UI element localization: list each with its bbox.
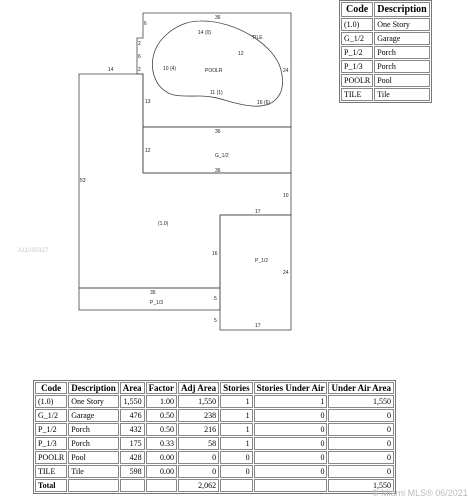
legend-code: POOLR bbox=[341, 74, 373, 87]
areas-area: 428 bbox=[120, 451, 145, 464]
legend-header-description: Description bbox=[374, 2, 429, 17]
dim-porch-right: 24 bbox=[283, 270, 289, 276]
areas-code: TILE bbox=[35, 465, 67, 478]
legend-description: Garage bbox=[374, 32, 429, 45]
areas-code: P_1/3 bbox=[35, 437, 67, 450]
areas-stories-under-air: 0 bbox=[254, 409, 328, 422]
legend-code: TILE bbox=[341, 88, 373, 101]
legend-header-code: Code bbox=[341, 2, 373, 17]
areas-stories: 0 bbox=[220, 465, 253, 478]
areas-row bbox=[35, 437, 394, 450]
areas-stories: 0 bbox=[220, 451, 253, 464]
dim-garage-left: 12 bbox=[145, 148, 151, 154]
areas-header-under-air-area: Under Air Area bbox=[328, 382, 394, 394]
areas-under-air-area: 0 bbox=[328, 451, 394, 464]
areas-under-air-area: 0 bbox=[328, 465, 394, 478]
areas-code: POOLR bbox=[35, 451, 67, 464]
areas-header-code: Code bbox=[35, 382, 67, 394]
areas-stories-under-air: 0 bbox=[254, 423, 328, 436]
dim-main-left: 53 bbox=[80, 178, 86, 184]
areas-total-factor bbox=[146, 479, 177, 492]
dim-garage-top: 36 bbox=[215, 129, 221, 135]
areas-row bbox=[35, 451, 394, 464]
areas-area: 1,550 bbox=[120, 395, 145, 408]
legend-description: Porch bbox=[374, 46, 429, 59]
areas-stories: 1 bbox=[220, 395, 253, 408]
areas-factor: 0.00 bbox=[146, 465, 177, 478]
areas-header-adj-area: Adj Area bbox=[178, 382, 219, 394]
areas-factor: 1.00 bbox=[146, 395, 177, 408]
areas-area: 476 bbox=[120, 409, 145, 422]
areas-header-factor: Factor bbox=[146, 382, 177, 394]
areas-total-description bbox=[68, 479, 119, 492]
legend-description: Porch bbox=[374, 60, 429, 73]
dim-left-a: 2 bbox=[138, 41, 141, 47]
areas-description: Garage bbox=[68, 409, 119, 422]
areas-total-stories bbox=[220, 479, 253, 492]
areas-header-stories: Stories bbox=[220, 382, 253, 394]
legend-description: Tile bbox=[374, 88, 429, 101]
code-legend-table bbox=[339, 0, 432, 103]
legend-row bbox=[341, 32, 430, 45]
areas-total-under-air-area: 1,550 bbox=[328, 479, 394, 492]
areas-row bbox=[35, 423, 394, 436]
dim-p13-width: 35 bbox=[150, 290, 156, 296]
areas-adj-area: 216 bbox=[178, 423, 219, 436]
dim-porch-top: 17 bbox=[255, 209, 261, 215]
porch-p12-outline bbox=[220, 215, 291, 330]
pool-dim-d: 11 (1) bbox=[210, 90, 223, 96]
areas-area: 175 bbox=[120, 437, 145, 450]
main-label: (1.0) bbox=[158, 221, 169, 227]
areas-adj-area: 0 bbox=[178, 451, 219, 464]
porch-p13-label: P_1/3 bbox=[150, 300, 164, 306]
areas-factor: 0.50 bbox=[146, 423, 177, 436]
dim-left-pool: 13 bbox=[145, 99, 151, 105]
areas-adj-area: 0 bbox=[178, 465, 219, 478]
legend-header-row bbox=[341, 2, 430, 17]
areas-row bbox=[35, 465, 394, 478]
pool-dim-a: 14 (0) bbox=[198, 30, 212, 36]
dim-top-width: 36 bbox=[215, 15, 221, 21]
pool-dim-e: 16 (6) bbox=[257, 100, 271, 106]
tile-label: TILE bbox=[252, 35, 263, 41]
areas-code: P_1/2 bbox=[35, 423, 67, 436]
areas-total-adj-area: 2,062 bbox=[178, 479, 219, 492]
legend-code: (1.0) bbox=[341, 18, 373, 31]
dim-p13-right-b: 5 bbox=[214, 318, 217, 324]
pool-label: POOLR bbox=[205, 68, 223, 74]
legend-row bbox=[341, 88, 430, 101]
areas-description: Porch bbox=[68, 423, 119, 436]
legend-row bbox=[341, 46, 430, 59]
dim-garage-bottom: 36 bbox=[215, 168, 221, 174]
areas-stories: 1 bbox=[220, 409, 253, 422]
legend-description: One Story bbox=[374, 18, 429, 31]
listing-id-watermark: A11050327 bbox=[18, 248, 49, 254]
legend-description: Pool bbox=[374, 74, 429, 87]
areas-code: (1.0) bbox=[35, 395, 67, 408]
dim-right-pool: 24 bbox=[283, 68, 289, 74]
areas-row bbox=[35, 395, 394, 408]
dim-step: 14 bbox=[108, 67, 114, 73]
porch-p12-label: P_1/2 bbox=[255, 258, 269, 264]
areas-description: One Story bbox=[68, 395, 119, 408]
areas-total-row bbox=[35, 479, 394, 492]
areas-stories-under-air: 0 bbox=[254, 437, 328, 450]
pool-dim-b: 12 bbox=[238, 51, 244, 57]
dim-left-small: 6 bbox=[144, 21, 147, 27]
areas-total-label: Total bbox=[35, 479, 67, 492]
areas-stories-under-air: 0 bbox=[254, 451, 328, 464]
areas-under-air-area: 0 bbox=[328, 437, 394, 450]
areas-description: Porch bbox=[68, 437, 119, 450]
areas-stories-under-air: 0 bbox=[254, 465, 328, 478]
areas-stories-under-air: 1 bbox=[254, 395, 328, 408]
garage-label: G_1/2 bbox=[215, 153, 229, 159]
areas-header-row bbox=[35, 382, 394, 394]
dim-p13-right-a: 5 bbox=[214, 296, 217, 302]
pool-dim-c: 10 (4) bbox=[163, 66, 177, 72]
areas-under-air-area: 0 bbox=[328, 409, 394, 422]
areas-total-stories-under-air bbox=[254, 479, 328, 492]
dim-right-top: 10 bbox=[283, 193, 289, 199]
areas-adj-area: 58 bbox=[178, 437, 219, 450]
areas-header-stories-under-air: Stories Under Air bbox=[254, 382, 328, 394]
areas-factor: 0.00 bbox=[146, 451, 177, 464]
dim-porch-left: 16 bbox=[212, 251, 218, 257]
areas-header-area: Area bbox=[120, 382, 145, 394]
areas-code: G_1/2 bbox=[35, 409, 67, 422]
areas-description: Tile bbox=[68, 465, 119, 478]
legend-code: G_1/2 bbox=[341, 32, 373, 45]
areas-description: Pool bbox=[68, 451, 119, 464]
areas-factor: 0.33 bbox=[146, 437, 177, 450]
area-calculation-table bbox=[33, 380, 396, 494]
copyright-watermark: © Miami MLS® 06/2021 bbox=[372, 488, 468, 498]
legend-row bbox=[341, 74, 430, 87]
legend-row bbox=[341, 18, 430, 31]
areas-row bbox=[35, 409, 394, 422]
areas-stories: 1 bbox=[220, 437, 253, 450]
areas-stories: 1 bbox=[220, 423, 253, 436]
legend-row bbox=[341, 60, 430, 73]
dim-porch-bottom: 17 bbox=[255, 323, 261, 329]
legend-code: P_1/3 bbox=[341, 60, 373, 73]
areas-adj-area: 238 bbox=[178, 409, 219, 422]
areas-factor: 0.50 bbox=[146, 409, 177, 422]
areas-under-air-area: 1,550 bbox=[328, 395, 394, 408]
legend-code: P_1/2 bbox=[341, 46, 373, 59]
areas-total-area bbox=[120, 479, 145, 492]
areas-header-description: Description bbox=[68, 382, 119, 394]
areas-area: 432 bbox=[120, 423, 145, 436]
areas-area: 598 bbox=[120, 465, 145, 478]
areas-under-air-area: 0 bbox=[328, 423, 394, 436]
areas-adj-area: 1,550 bbox=[178, 395, 219, 408]
dim-left-c: 2 bbox=[138, 67, 141, 73]
dim-left-b: 6 bbox=[138, 54, 141, 60]
